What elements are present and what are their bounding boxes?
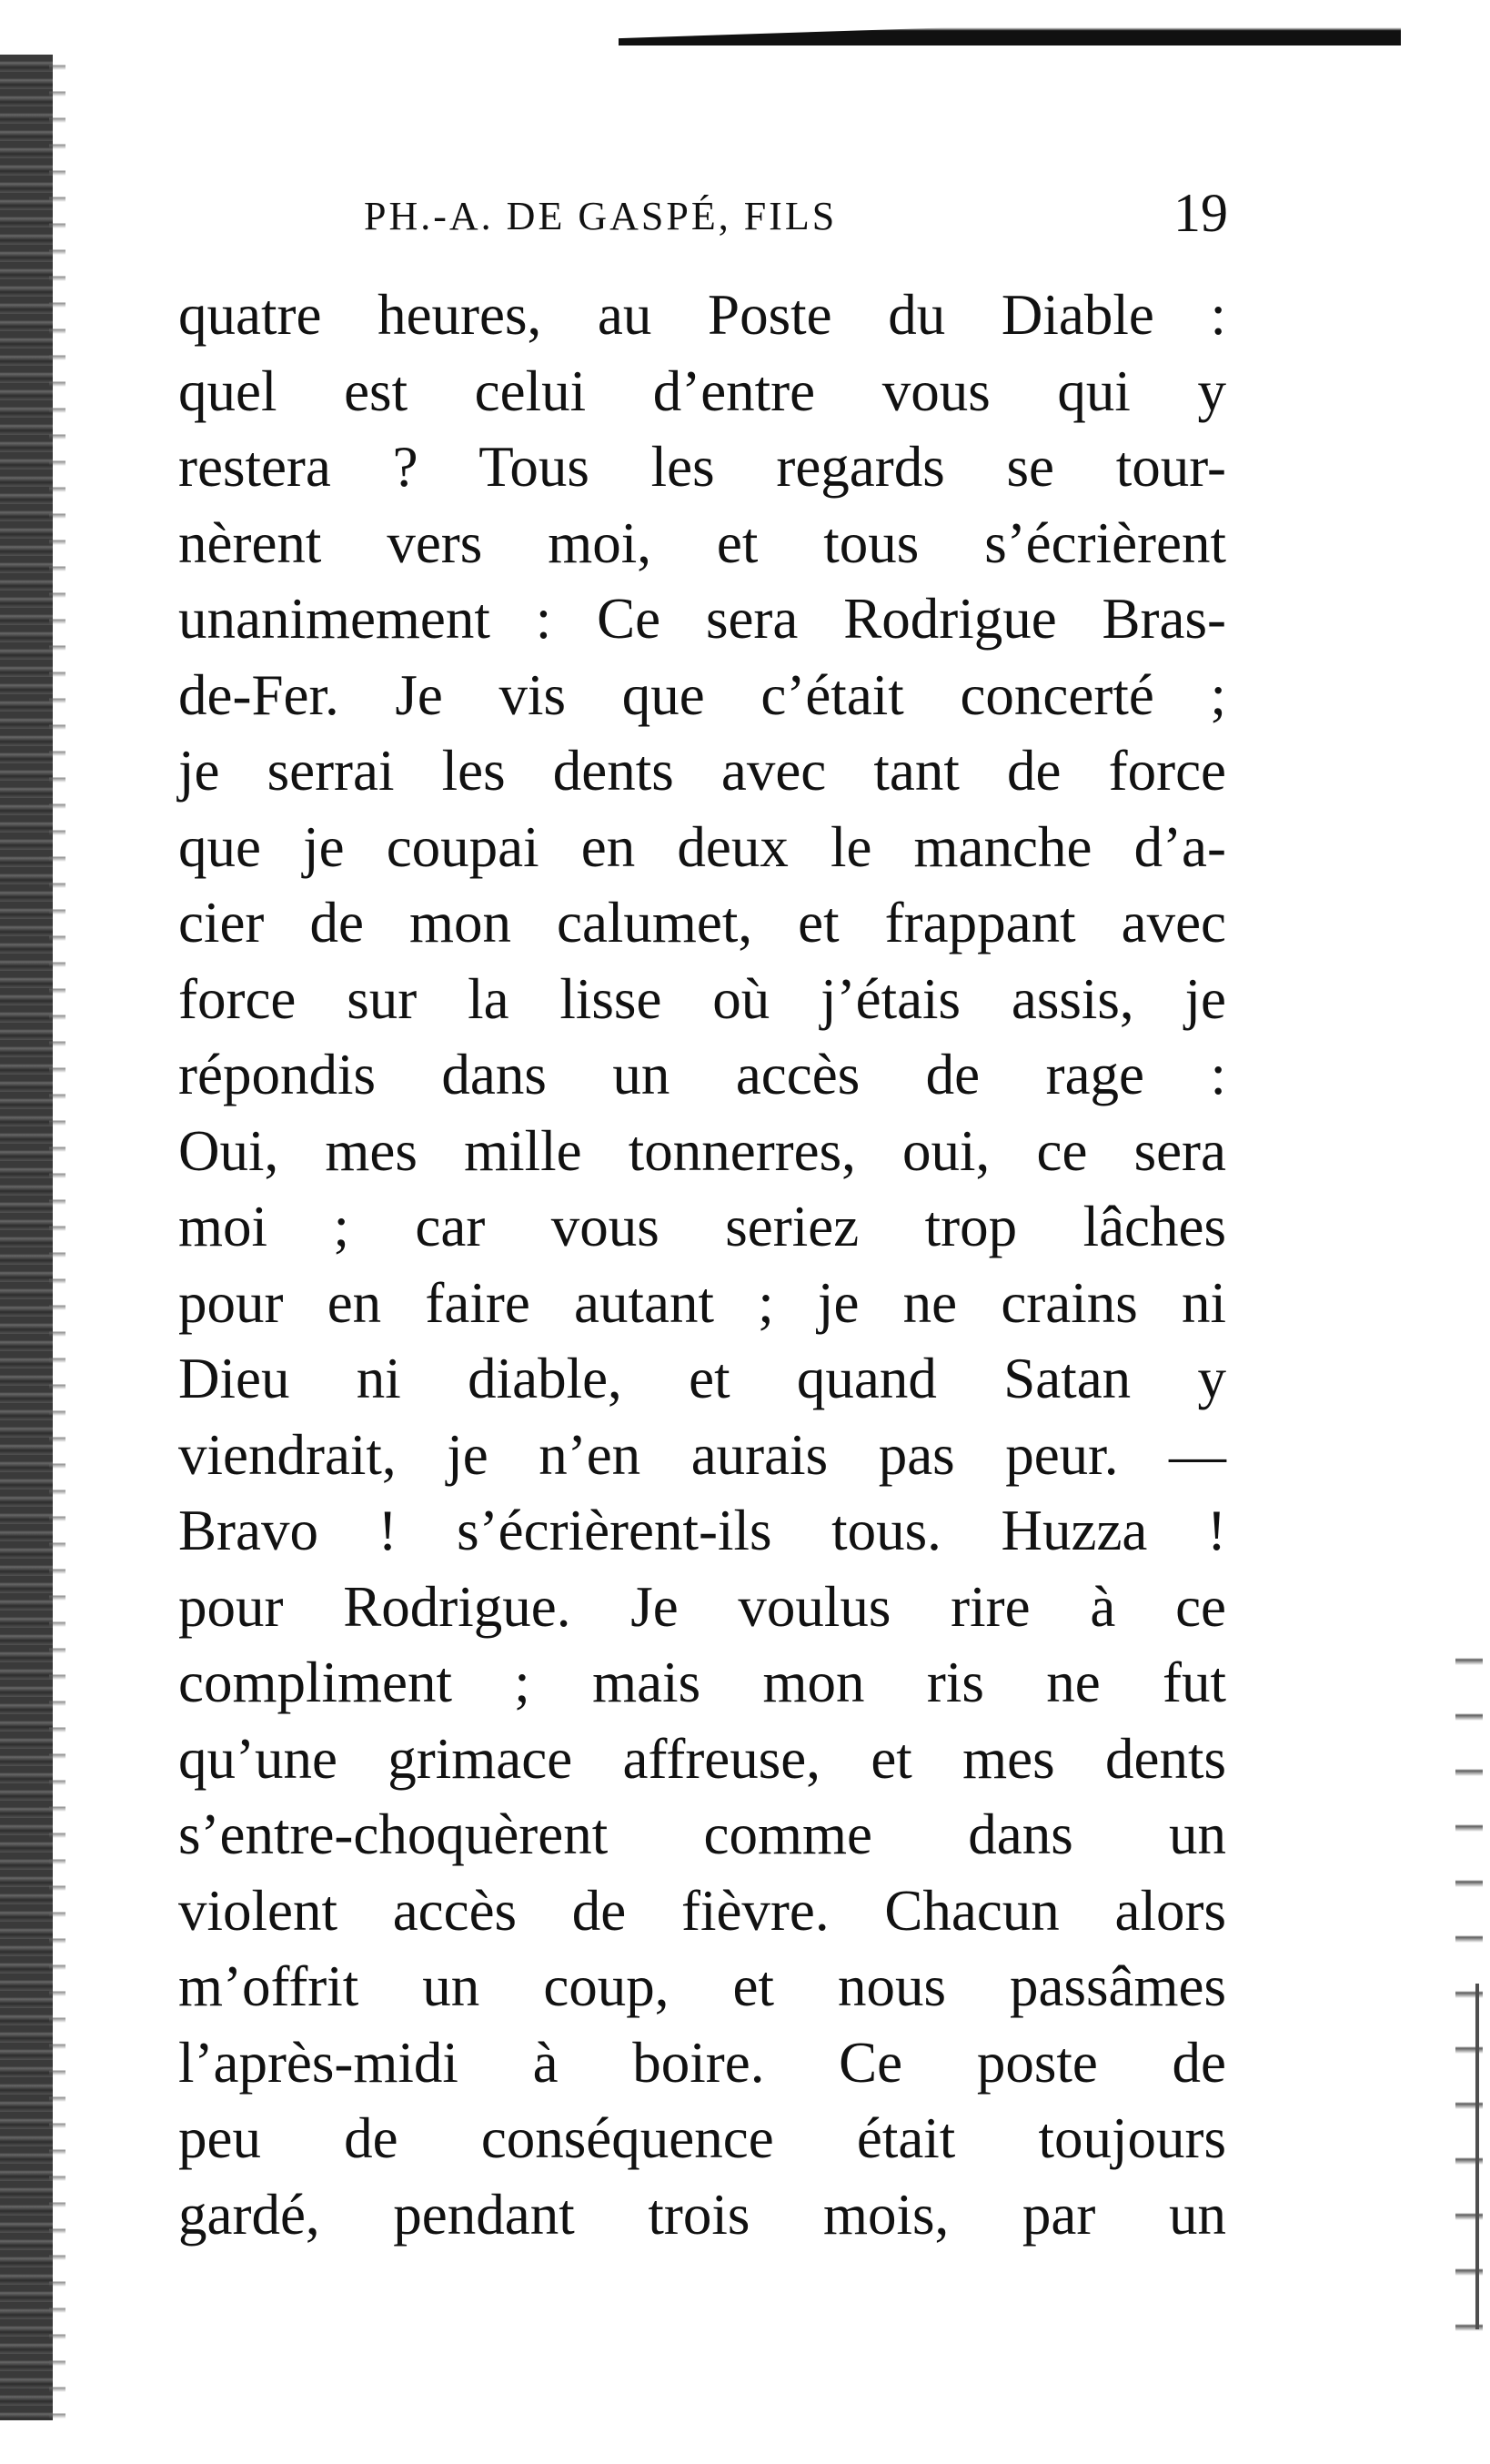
text-line: je serrai les dents avec tant de force xyxy=(178,739,1226,803)
text-line: quatre heures, au Poste du Diable : xyxy=(178,283,1226,347)
running-title: PH.-A. DE GASPÉ, FILS xyxy=(364,194,838,238)
binding-edge xyxy=(0,55,53,2420)
text-line: restera ? Tous les regards se tour- xyxy=(178,435,1226,499)
text-line: cier de mon calumet, et frappant avec xyxy=(178,891,1226,954)
text-line: Dieu ni diable, et quand Satan y xyxy=(178,1347,1226,1410)
scan-marks xyxy=(1455,1638,1483,2338)
text-line: de-Fer. Je vis que c’était concerté ; xyxy=(178,662,1226,727)
text-line: qu’une grimace affreuse, et mes dents xyxy=(178,1726,1226,1791)
text-line: s’entre-choquèrent comme dans un xyxy=(178,1803,1226,1866)
text-line: compliment ; mais mon ris ne fut xyxy=(178,1651,1226,1714)
text-line: pour Rodrigue. Je voulus rire à ce xyxy=(178,1574,1226,1639)
text-line: Bravo ! s’écrièrent-ils tous. Huzza ! xyxy=(178,1499,1226,1562)
text-line: m’offrit un coup, et nous passâmes xyxy=(178,1954,1226,2018)
running-head xyxy=(364,182,1228,255)
text-line: l’après-midi à boire. Ce poste de xyxy=(178,2030,1226,2095)
top-rule xyxy=(619,13,1401,45)
text-line: quel est celui d’entre vous qui y xyxy=(178,358,1226,423)
text-line: peu de conséquence était toujours xyxy=(178,2106,1226,2170)
text-line: unanimement : Ce sera Rodrigue Bras- xyxy=(178,587,1226,651)
body-text xyxy=(178,278,1226,2253)
text-line: gardé, pendant trois mois, par un xyxy=(178,2182,1226,2247)
page-number: 19 xyxy=(1173,183,1228,243)
text-line: nèrent vers moi, et tous s’écrièrent xyxy=(178,510,1226,575)
text-line: Oui, mes mille tonnerres, oui, ce sera xyxy=(178,1118,1226,1183)
text-line: pour en faire autant ; je ne crains ni xyxy=(178,1270,1226,1335)
text-line: moi ; car vous seriez trop lâches xyxy=(178,1195,1226,1258)
text-line: violent accès de fièvre. Chacun alors xyxy=(178,1878,1226,1943)
text-line: force sur la lisse où j’étais assis, je xyxy=(178,966,1226,1031)
text-line: viendrait, je n’en aurais pas peur. — xyxy=(178,1422,1226,1487)
text-line: répondis dans un accès de rage : xyxy=(178,1043,1226,1106)
text-line: que je coupai en deux le manche d’a- xyxy=(178,814,1226,879)
